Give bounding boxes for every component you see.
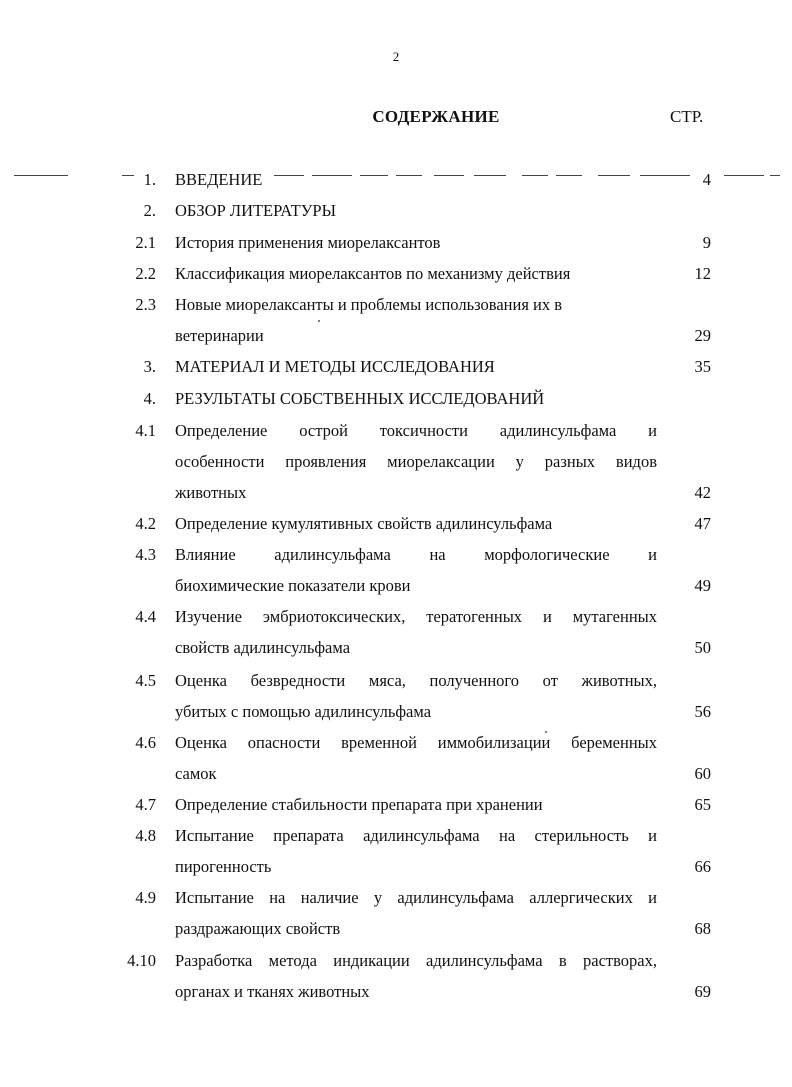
toc-entry-number: 4.7 xyxy=(135,795,156,814)
toc-entry-continuation xyxy=(0,573,792,599)
toc-entry xyxy=(0,668,792,694)
toc-entry-page: 56 xyxy=(694,702,711,721)
toc-entry-title-line: ветеринарии xyxy=(175,326,264,345)
toc-heading: СОДЕРЖАНИЕ xyxy=(372,107,500,126)
toc-entry-continuation xyxy=(0,916,792,942)
toc-entry-continuation xyxy=(0,449,792,475)
toc-entry-page: 50 xyxy=(694,638,711,657)
toc-entry-page: 66 xyxy=(694,857,711,876)
toc-entry-title: ОБЗОР ЛИТЕРАТУРЫ xyxy=(175,201,336,220)
toc-entry-number: 4.2 xyxy=(135,514,156,533)
toc-entry-title-line: раздражающих свойств xyxy=(175,919,341,938)
toc-entry-title: Определение острой токсичности адилинсульфама и xyxy=(175,421,657,440)
toc-entry-number: 4. xyxy=(143,389,156,408)
toc-entry-title-line: биохимические показатели крови xyxy=(175,576,411,595)
toc-entry-title: МАТЕРИАЛ И МЕТОДЫ ИССЛЕДОВАНИЯ xyxy=(175,357,495,376)
toc-entry-number: 4.1 xyxy=(135,421,156,440)
toc-entry-page: 47 xyxy=(694,514,711,533)
toc-entry-page: 49 xyxy=(694,576,711,595)
toc-entry-title: Разработка метода индикации адилинсульфама в растворах, xyxy=(175,951,657,970)
toc-entry-number: 4.3 xyxy=(135,545,156,564)
toc-entry-title: Новые миорелаксанты и проблемы использования их в xyxy=(175,295,563,314)
toc-entry-page: 35 xyxy=(694,357,711,376)
toc-entry-number: 4.6 xyxy=(135,733,156,752)
toc-entry-title: Классификация миорелаксантов по механизму действия xyxy=(175,264,571,283)
toc-entry-title: ВВЕДЕНИЕ xyxy=(175,170,263,189)
toc-entry-continuation xyxy=(0,854,792,880)
toc-entry-number: 1. xyxy=(143,170,156,189)
toc-entry-title: Влияние адилинсульфама на морфологические и xyxy=(175,545,657,564)
toc-entry-title-line: особенности проявления миорелаксации у разных видов xyxy=(175,452,657,471)
toc-entry-page: 12 xyxy=(694,264,711,283)
toc-entry xyxy=(0,885,792,911)
toc-entry-title-line: органах и тканях животных xyxy=(175,982,370,1001)
toc-entry xyxy=(0,292,792,318)
toc-entry-number: 4.9 xyxy=(135,888,156,907)
toc-entry xyxy=(0,261,792,287)
toc-entry-title: Изучение эмбриотоксических, тератогенных и мутагенных xyxy=(175,607,657,626)
toc-entry xyxy=(0,230,792,256)
toc-entry-title: Испытание препарата адилинсульфама на стерильность и xyxy=(175,826,657,845)
toc-entry-page: 68 xyxy=(694,919,711,938)
toc-entry-number: 2.3 xyxy=(135,295,156,314)
toc-entry xyxy=(0,948,792,974)
toc-entry-number: 4.5 xyxy=(135,671,156,690)
toc-entry-page: 4 xyxy=(702,170,711,189)
toc-entry-continuation xyxy=(0,323,792,349)
toc-entry xyxy=(0,542,792,568)
toc-entry-title: Оценка опасности временной иммобилизации беременных xyxy=(175,733,657,752)
page-number: 2 xyxy=(392,49,400,64)
toc-entry-title-line: пирогенность xyxy=(175,857,272,876)
toc-entry-number: 4.4 xyxy=(135,607,156,626)
toc-entry-page: 69 xyxy=(694,982,711,1001)
toc-entry xyxy=(0,604,792,630)
toc-entry-title: Определение кумулятивных свойств адилинсульфама xyxy=(175,514,553,533)
toc-entry xyxy=(0,198,792,224)
toc-entry-title-line: самок xyxy=(175,764,217,783)
toc-entry-number: 4.10 xyxy=(127,951,156,970)
toc-entry-title: Определение стабильности препарата при хранении xyxy=(175,795,543,814)
toc-entry-page: 29 xyxy=(694,326,711,345)
toc-entry xyxy=(0,730,792,756)
toc-entry-page: 65 xyxy=(694,795,711,814)
toc-entry-title-line: убитых с помощью адилинсульфама xyxy=(175,702,432,721)
toc-entry-title: Испытание на наличие у адилинсульфама аллергических и xyxy=(175,888,657,907)
toc-entry xyxy=(0,418,792,444)
toc-entry-title: История применения миорелаксантов xyxy=(175,233,441,252)
toc-entry-page: 60 xyxy=(694,764,711,783)
toc-entry xyxy=(0,386,792,412)
toc-entry xyxy=(0,167,792,193)
toc-entry-continuation xyxy=(0,979,792,1005)
toc-entry-title: Оценка безвредности мяса, полученного от животных, xyxy=(175,671,657,690)
toc-entry-page: 42 xyxy=(694,483,711,502)
toc-entry-title-line: животных xyxy=(175,483,247,502)
toc-entry-title-line: свойств адилинсульфама xyxy=(175,638,351,657)
toc-entry-title: РЕЗУЛЬТАТЫ СОБСТВЕННЫХ ИССЛЕДОВАНИЙ xyxy=(175,389,545,408)
toc-entry-continuation xyxy=(0,761,792,787)
toc-entry xyxy=(0,511,792,537)
scan-speck xyxy=(318,320,320,322)
toc-entry xyxy=(0,354,792,380)
toc-entry xyxy=(0,823,792,849)
toc-entry-number: 2. xyxy=(143,201,156,220)
toc-entry-number: 3. xyxy=(143,357,156,376)
toc-entry-number: 2.1 xyxy=(135,233,156,252)
toc-entry-continuation xyxy=(0,635,792,661)
toc-entry-continuation xyxy=(0,480,792,506)
toc-entry-continuation xyxy=(0,699,792,725)
toc-entry xyxy=(0,792,792,818)
toc-entry-number: 4.8 xyxy=(135,826,156,845)
toc-entry-number: 2.2 xyxy=(135,264,156,283)
toc-entry-page: 9 xyxy=(702,233,711,252)
page-column-heading: СТР. xyxy=(670,107,704,126)
